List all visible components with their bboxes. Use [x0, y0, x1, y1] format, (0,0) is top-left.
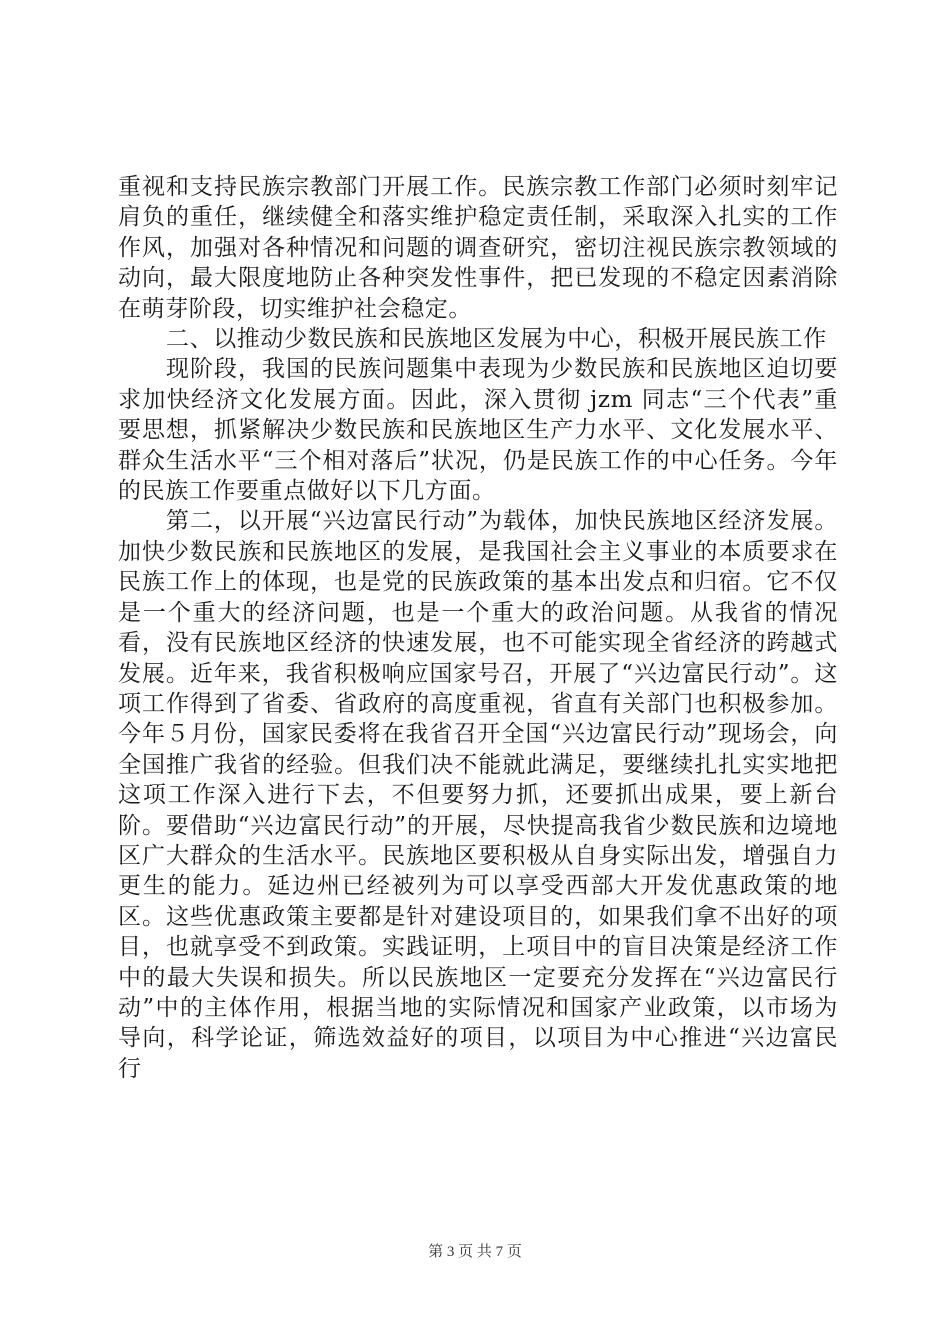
page-footer: 第 3 页 共 7 页	[428, 1244, 522, 1260]
paragraph-1: 重视和支持民族宗教部门开展工作。民族宗教工作部门必须时刻牢记肩负的重任，继续健全和落实维护稳定责任制，采取深入扎实的工作作风，加强对各种情况和问题的调查研究，密切注视民族宗教领域的动向，最大限度地防止各种突发性事件，把已发现的不稳定因素消除在萌芽阶段，切实维护社会稳定。	[118, 174, 838, 322]
paragraph-3: 第二，以开展“兴边富民行动”为载体，加快民族地区经济发展。加快少数民族和民族地区的发展，是我国社会主义事业的本质要求在民族工作上的体现，也是党的民族政策的基本出发点和归宿。它不仅是一个重大的经济问题，也是一个重大的政治问题。从我省的情况看，没有民族地区经济的快速发展，也不可能实现全省经济的跨越式发展。近年来，我省积极响应国家号召，开展了“兴边富民行动”。这项工作得到了省委、省政府的高度重视，省直有关部门也积极参加。今年５月份，国家民委将在我省召开全国“兴边富民行动”现场会，向全国推广我省的经验。但我们决不能就此满足，要继续扎扎实实地把这项工作深入进行下去，不但要努力抓，还要抓出成果，要上新台阶。要借助“兴边富民行动”的开展，尽快提高我省少数民族和边境地区广大群众的生活水平。民族地区要积极从自身实际出发，增强自力更生的能力。延边州已经被列为可以享受西部大开发优惠政策的地区。这些优惠政策主要都是针对建设项目的，如果我们拿不出好的项目，也就享受不到政策。实践证明，上项目中的盲目决策是经济工作中的最大失误和损失。所以民族地区一定要充分发挥在“兴边富民行动”中的主体作用，根据当地的实际情况和国家产业政策，以市场为导向，科学论证，筛选效益好的项目，以项目为中心推进“兴边富民行	[118, 508, 838, 1082]
paragraph-2: 现阶段，我国的民族问题集中表现为少数民族和民族地区迫切要求加快经济文化发展方面。因此，深入贯彻 jzm 同志“三个代表”重要思想，抓紧解决少数民族和民族地区生产力水平、文化发展水平、群众生活水平“三个相对落后”状况，仍是民族工作的中心任务。今年的民族工作要重点做好以下几方面。	[118, 356, 838, 505]
document-body	[118, 172, 838, 1084]
section-heading: 二、以推动少数民族和民族地区发展为中心，积极开展民族工作	[166, 326, 827, 353]
